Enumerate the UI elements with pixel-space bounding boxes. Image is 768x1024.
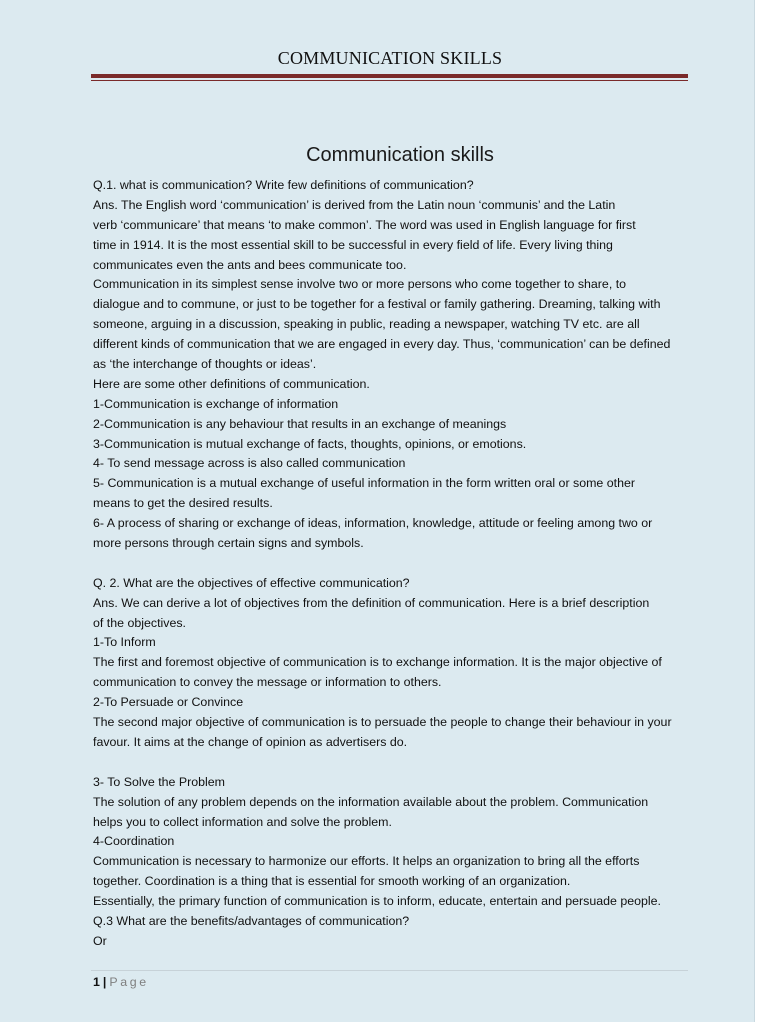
- text-line: 1-Communication is exchange of information: [93, 396, 339, 411]
- text-line: as ‘the interchange of thoughts or ideas’.: [93, 357, 317, 372]
- text-line: Q.3 What are the benefits/advantages of communication?: [93, 913, 410, 928]
- text-line: 2-Communication is any behaviour that results in an exchange of meanings: [93, 416, 507, 431]
- text-line: The solution of any problem depends on the information available about the problem. Communication: [93, 794, 649, 809]
- text-line: Communication is necessary to harmonize our efforts. It helps an organization to bring all the efforts: [93, 854, 640, 869]
- text-line: Q.1. what is communication? Write few definitions of communication?: [93, 178, 474, 192]
- text-line: Or: [93, 933, 107, 948]
- text-line: 6- A process of sharing or exchange of ideas, information, knowledge, attitude or feeling among two or: [93, 516, 653, 531]
- footer-separator: |: [102, 975, 107, 989]
- text-line: 3-Communication is mutual exchange of facts, thoughts, opinions, or emotions.: [93, 436, 527, 451]
- text-line: Q. 2. What are the objectives of effective communication?: [93, 575, 410, 590]
- page-footer: [93, 975, 149, 989]
- text-line: 2-To Persuade or Convince: [93, 695, 244, 710]
- text-line: means to get the desired results.: [93, 496, 273, 511]
- text-line: together. Coordination is a thing that is essential for smooth working of an organization.: [93, 874, 571, 889]
- page-label: Page: [109, 975, 149, 989]
- text-line: 4-Coordination: [93, 834, 175, 849]
- page-title: Communication skills: [306, 144, 494, 166]
- header-rule-thin: [91, 80, 688, 81]
- text-line: Ans. We can derive a lot of objectives from the definition of communication. Here is a brief description: [93, 595, 650, 610]
- blank-line: [93, 753, 713, 773]
- text-line: Communication in its simplest sense involve two or more persons who come together to share, to: [93, 277, 627, 292]
- text-line: Essentially, the primary function of communication is to inform, educate, entertain and persuade people.: [93, 894, 661, 909]
- footer-rule: [91, 970, 688, 971]
- text-line: 5- Communication is a mutual exchange of useful information in the form written oral or some other: [93, 476, 635, 491]
- text-line: time in 1914. It is the most essential skill to be successful in every field of life. Every living thing: [93, 237, 613, 252]
- text-line: of the objectives.: [93, 615, 186, 630]
- text-line: Ans. The English word ‘communication’ is derived from the Latin noun ‘communis’ and the Latin: [93, 197, 616, 212]
- text-line: different kinds of communication that we are engaged in every day. Thus, ‘communication’ can be defined: [93, 337, 671, 352]
- text-line: verb ‘communicare’ that means ‘to make common’. The word was used in English language for first: [93, 217, 636, 232]
- page-number: 1: [93, 975, 100, 989]
- text-line: communication to convey the message or information to others.: [93, 675, 442, 690]
- text-line: communicates even the ants and bees communicate too.: [93, 257, 407, 272]
- text-line: 4- To send message across is also called communication: [93, 456, 406, 471]
- text-line: The first and foremost objective of communication is to exchange information. It is the major objective of: [93, 655, 662, 670]
- running-header: COMMUNICATION SKILLS: [277, 48, 503, 68]
- text-line: more persons through certain signs and symbols.: [93, 536, 364, 551]
- text-line: 3- To Solve the Problem: [93, 774, 226, 789]
- header-rule: [91, 74, 688, 78]
- text-line: someone, arguing in a discussion, speaking in public, reading a newspaper, watching TV etc. are all: [93, 317, 640, 332]
- text-line: 1-To Inform: [93, 635, 156, 650]
- blank-line: [93, 554, 713, 574]
- text-line: The second major objective of communication is to persuade the people to change their behaviour in your: [93, 715, 672, 730]
- text-line: favour. It aims at the change of opinion as advertisers do.: [93, 734, 408, 749]
- text-line: Here are some other definitions of communication.: [93, 376, 370, 391]
- body-text: [93, 176, 713, 952]
- text-line: dialogue and to commune, or just to be together for a festival or family gathering. Dreaming, talking with: [93, 297, 661, 312]
- text-line: helps you to collect information and solve the problem.: [93, 814, 392, 829]
